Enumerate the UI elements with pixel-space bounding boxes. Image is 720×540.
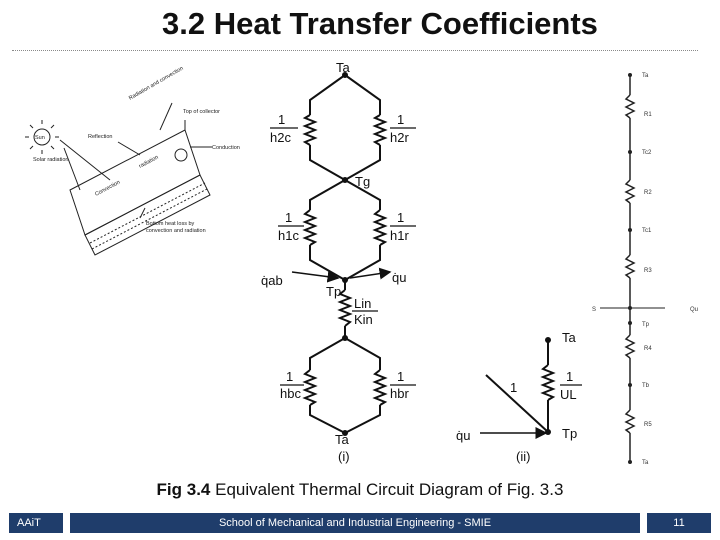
resistor-r1 (626, 95, 634, 118)
right-label-tc2: Tc2 (642, 150, 652, 156)
label-top-of-collector: Top of collector (183, 109, 220, 115)
right-label-r5: R5 (644, 422, 652, 428)
frac-cond-num: Lin (354, 296, 372, 311)
label-solar-radiation: Solar radiation (33, 157, 69, 163)
resistor-h1c (305, 210, 315, 245)
thermal-circuit-figure (0, 55, 720, 475)
resistor-h1r (375, 210, 385, 245)
fluid-tube (175, 149, 187, 161)
resistor-ul (543, 365, 553, 400)
figure-caption (0, 480, 720, 500)
frac-hbr-num: 1 (397, 369, 405, 384)
frac-h1c-den: h1c (278, 228, 299, 243)
label-radiation-convection: Radiation and convection (128, 65, 185, 102)
page-title: 3.2 Heat Transfer Coefficients (162, 6, 598, 41)
node-ta-ii: Ta (562, 330, 576, 345)
circuit-ii-labels (456, 330, 582, 464)
frac-cond-den: Kin (354, 312, 373, 327)
resistor-r2 (626, 180, 634, 203)
circuit-i-label: (i) (338, 449, 350, 464)
node-ta-bottom: Ta (335, 432, 349, 447)
label-bottom-heat-loss: Bottom heat loss by (146, 221, 195, 227)
frac-hbr-den: hbr (390, 386, 409, 401)
frac-h1r-den: h1r (390, 228, 409, 243)
footer (0, 513, 720, 533)
circuit-i-nodes (342, 72, 348, 436)
figure-caption-text: Equivalent Thermal Circuit Diagram of Fig. 3.3 (210, 480, 564, 499)
label-q-u: q̇u (392, 270, 407, 285)
resistor-h2r (375, 115, 385, 145)
right-label-tc1: Tc1 (642, 228, 652, 234)
right-label-tp: Tp (642, 322, 650, 328)
resistor-hbr (375, 370, 385, 405)
figure-label: Fig 3.4 (156, 480, 211, 499)
circuit-right (600, 75, 665, 462)
label-convection: Convection (94, 179, 122, 198)
right-label-r4: R4 (644, 346, 652, 352)
node-tg: Tg (355, 174, 371, 189)
circuit-i (292, 75, 390, 433)
right-label-ta-top: Ta (642, 73, 649, 79)
node-tp-ii: Tp (562, 426, 578, 441)
resistor-h2c (305, 115, 315, 145)
label-conduction: Conduction (212, 145, 240, 151)
label-reflection: Reflection (88, 134, 113, 140)
circuit-ii-label: (ii) (516, 449, 531, 464)
frac-hbc-num: 1 (286, 369, 294, 384)
frac-h1c-num: 1 (285, 210, 293, 225)
node-ta-top: Ta (336, 60, 350, 75)
collector-labels (33, 66, 240, 234)
frac-h1r-num: 1 (397, 210, 405, 225)
title-divider (12, 50, 698, 52)
frac-h2r-num: 1 (397, 112, 405, 127)
label-sun: Sun (35, 135, 45, 141)
frac-h2c-num: 1 (278, 112, 286, 127)
label-q-u-ii: q̇u (456, 428, 471, 443)
resistor-r3 (626, 255, 634, 278)
label-radiation: radiation (138, 154, 160, 170)
frac-ul-den: UL (560, 387, 577, 402)
right-label-r1: R1 (644, 112, 652, 118)
footer-institution: AAiT (9, 513, 63, 533)
node-tp: Tp (326, 284, 342, 299)
resistor-hbc (305, 370, 315, 405)
resistor-r5 (626, 410, 634, 433)
right-label-qu: Qu (690, 307, 699, 313)
label-q-ab: q̇ab (261, 273, 283, 288)
right-label-tb: Tb (642, 383, 650, 389)
circuit-right-labels (592, 73, 698, 466)
right-label-ta-bottom: Ta (642, 460, 649, 466)
frac-ul-num: 1 (566, 369, 574, 384)
resistor-r4 (626, 335, 634, 358)
footer-page-number: 11 (647, 513, 711, 533)
label-bottom-heat-loss-2: convection and radiation (146, 228, 206, 234)
right-label-r3: R3 (644, 268, 652, 274)
frac-hbc-den: hbc (280, 386, 301, 401)
frac-h2c-den: h2c (270, 130, 291, 145)
resistor-cond (340, 290, 350, 326)
collector-cover (70, 130, 200, 235)
circuit-i-labels (261, 60, 416, 464)
frac-h2r-den: h2r (390, 130, 409, 145)
branch-1: 1 (510, 380, 518, 395)
right-label-s: S (592, 307, 597, 313)
footer-school: School of Mechanical and Industrial Engineering - SMIE (70, 513, 640, 533)
right-label-r2: R2 (644, 190, 652, 196)
